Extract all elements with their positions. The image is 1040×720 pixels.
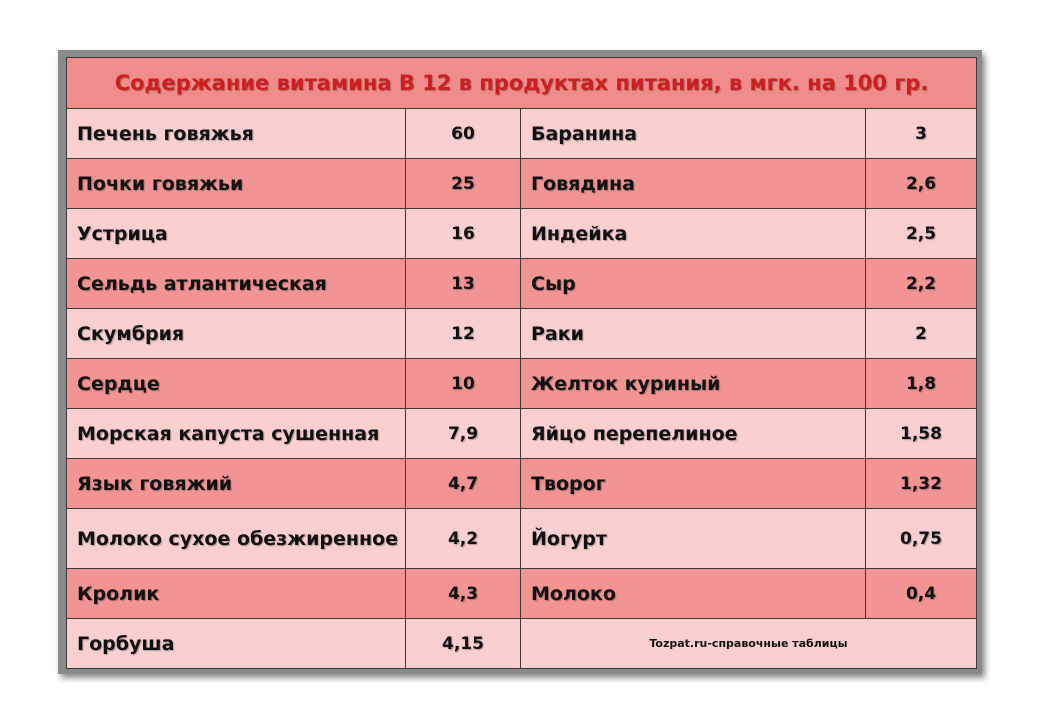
food-name: Творог (521, 459, 866, 509)
b12-value: 2,5 (866, 209, 977, 259)
b12-value: 1,32 (866, 459, 977, 509)
food-name: Говядина (521, 159, 866, 209)
b12-value: 4,15 (406, 619, 521, 669)
title-row (67, 58, 977, 109)
b12-value: 2,6 (866, 159, 977, 209)
table-title: Содержание витамина B 12 в продуктах питания, в мгк. на 100 гр. (67, 58, 977, 109)
b12-value: 12 (406, 309, 521, 359)
b12-value: 13 (406, 259, 521, 309)
food-name: Устрица (67, 209, 406, 259)
table-row (67, 209, 977, 259)
food-name: Язык говяжий (67, 459, 406, 509)
table-row (67, 159, 977, 209)
food-name: Сердце (67, 359, 406, 409)
food-name: Молоко сухое обезжиренное (67, 509, 406, 569)
b12-value: 3 (866, 109, 977, 159)
food-name: Молоко (521, 569, 866, 619)
food-name: Горбуша (67, 619, 406, 669)
food-name: Сыр (521, 259, 866, 309)
food-name: Сельдь атлантическая (67, 259, 406, 309)
table-row (67, 109, 977, 159)
b12-value: 2 (866, 309, 977, 359)
food-name: Индейка (521, 209, 866, 259)
b12-value: 10 (406, 359, 521, 409)
b12-value: 60 (406, 109, 521, 159)
food-name: Йогурт (521, 509, 866, 569)
food-name: Раки (521, 309, 866, 359)
table-row (67, 459, 977, 509)
vitamin-b12-table (66, 57, 977, 669)
food-name: Почки говяжьи (67, 159, 406, 209)
food-name: Яйцо перепелиное (521, 409, 866, 459)
b12-value: 25 (406, 159, 521, 209)
food-name: Баранина (521, 109, 866, 159)
b12-value: 1,8 (866, 359, 977, 409)
food-name: Морская капуста сушенная (67, 409, 406, 459)
b12-value: 0,75 (866, 509, 977, 569)
b12-value: 4,7 (406, 459, 521, 509)
b12-value: 0,4 (866, 569, 977, 619)
b12-value: 16 (406, 209, 521, 259)
source-credit: Tozpat.ru-справочные таблицы (521, 619, 977, 669)
table-row (67, 409, 977, 459)
table-row (67, 619, 977, 669)
table-row (67, 569, 977, 619)
table-row (67, 509, 977, 569)
food-name: Желток куриный (521, 359, 866, 409)
table-row (67, 309, 977, 359)
food-name: Печень говяжья (67, 109, 406, 159)
b12-value: 7,9 (406, 409, 521, 459)
food-name: Скумбрия (67, 309, 406, 359)
food-name: Кролик (67, 569, 406, 619)
table-row (67, 259, 977, 309)
b12-value: 4,3 (406, 569, 521, 619)
b12-value: 1,58 (866, 409, 977, 459)
b12-value: 2,2 (866, 259, 977, 309)
table-row (67, 359, 977, 409)
b12-value: 4,2 (406, 509, 521, 569)
